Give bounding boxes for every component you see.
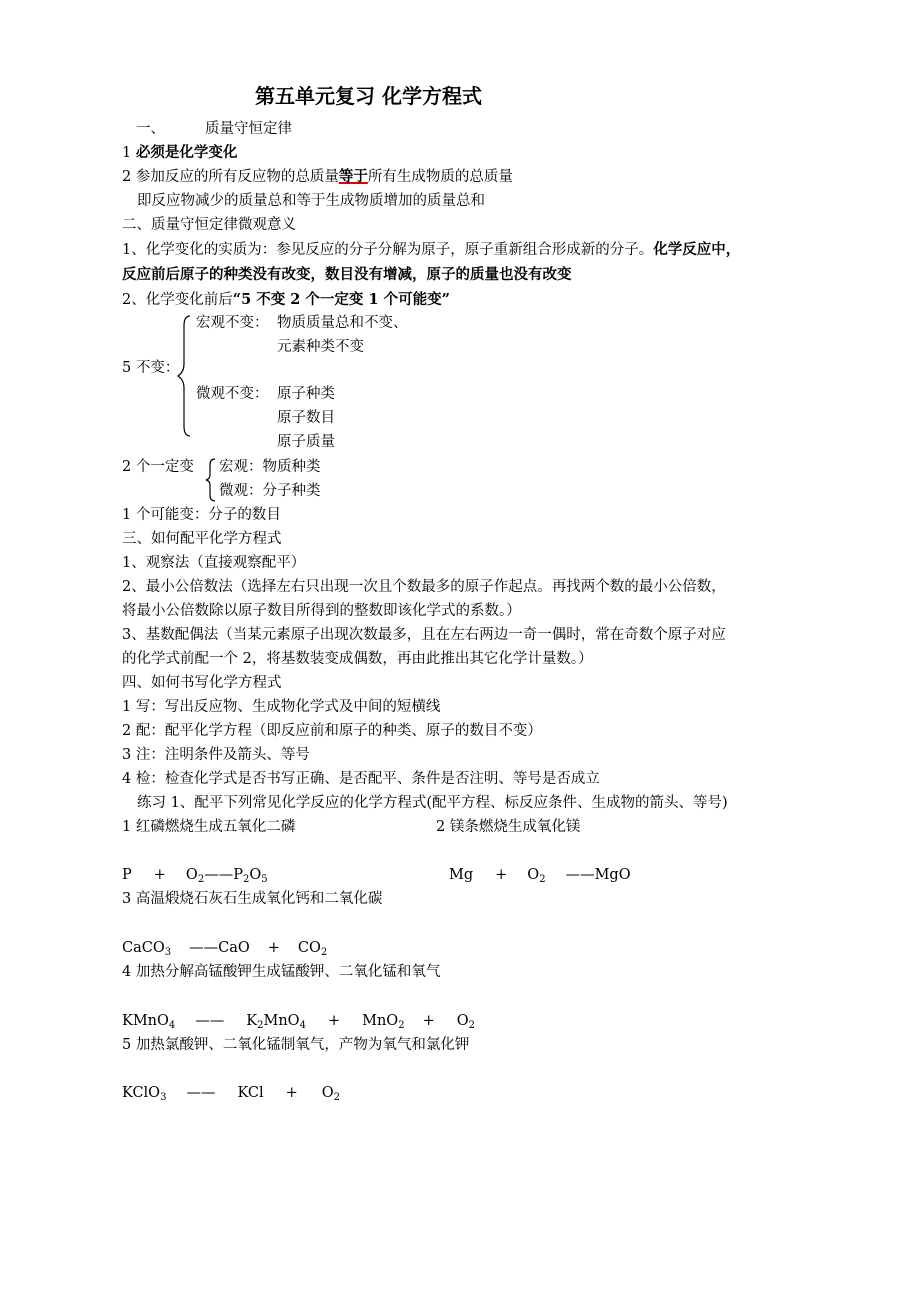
s1-line3: 即反应物减少的质量总和等于生成物质增加的质量总和 — [137, 193, 485, 209]
equation-2: $Mg + O_2$ ——MgO — [449, 867, 631, 885]
exercise-heading: 练习 1、配平下列常见化学反应的化学方程式(配平方程、标反应条件、生成物的箭头、等号) — [137, 795, 728, 811]
section2-heading: 二、质量守恒定律微观意义 — [122, 217, 296, 233]
one-may-change: 1 个可能变：分子的数目 — [122, 507, 281, 523]
s4-line3: 3 注：注明条件及箭头、等号 — [122, 747, 310, 763]
micro-unchanged-label: 微观不变： — [196, 386, 269, 402]
s3-line3a: 3、基数配偶法（当某元素原子出现次数最多，且在左右两边一奇一偶时，常在奇数个原子对应 — [122, 627, 726, 643]
s2-line1: 1、化学变化的实质为：参见反应的分子分解为原子，原子重新组合形成新的分子。化学反应中， — [122, 241, 741, 258]
two-must-change-brace — [203, 458, 217, 502]
s4-line2: 2 配：配平化学方程（即反应前和原子的种类、原子的数目不变） — [122, 723, 542, 739]
micro-unchanged-3: 原子质量 — [277, 434, 335, 450]
two-must-change-micro: 微观：分子种类 — [219, 483, 321, 499]
s3-line3b: 的化学式前配一个 2，将基数装变成偶数，再由此推出其它化学计量数。） — [122, 651, 593, 667]
equation-3: CaCO$_3$ ——CaO + $CO_2$ — [122, 940, 328, 958]
five-unchanged-label: 5 不变： — [122, 360, 180, 376]
s3-line1: 1、观察法（直接观察配平） — [122, 555, 306, 571]
section1-number: 一、 — [136, 121, 165, 137]
s4-line1: 1 写：写出反应物、生成物化学式及中间的短横线 — [122, 699, 441, 715]
micro-unchanged-1: 原子种类 — [277, 386, 335, 402]
s3-line2b: 将最小公倍数除以原子数目所得到的整数即该化学式的系数。） — [122, 603, 521, 619]
s2-line3: 2、化学变化前后“5 不变 2 个一定变 1 个可能变” — [122, 291, 450, 308]
section3-heading: 三、如何配平化学方程式 — [122, 531, 282, 547]
question-5: 5 加热氯酸钾、二氧化锰制氧气，产物为氧气和氯化钾 — [122, 1037, 470, 1053]
section4-heading: 四、如何书写化学方程式 — [122, 675, 282, 691]
equation-1: $P + O_2——P_2O_5$ — [122, 867, 268, 885]
question-2: 2 镁条燃烧生成氧化镁 — [436, 819, 581, 835]
two-must-change-label: 2 个一定变 — [122, 459, 194, 475]
two-must-change-macro: 宏观：物质种类 — [219, 459, 321, 475]
macro-unchanged-2: 元素种类不变 — [277, 339, 364, 355]
equation-4: KMnO$_4$ —— $K_2MnO_4 + MnO_2 + O_2$ — [122, 1013, 475, 1031]
question-1: 1 红磷燃烧生成五氧化二磷 — [122, 819, 296, 835]
micro-unchanged-2: 原子数目 — [277, 410, 335, 426]
s1-line1: 1 必须是化学变化 — [122, 144, 238, 161]
section1-title: 质量守恒定律 — [205, 121, 292, 137]
page-title: 第五单元复习 化学方程式 — [255, 84, 482, 108]
question-4: 4 加热分解高锰酸钾生成锰酸钾、二氧化锰和氧气 — [122, 964, 441, 980]
equation-5: KClO$_3$ —— KCl + $O_2$ — [122, 1085, 341, 1103]
macro-unchanged-1: 物质质量总和不变、 — [277, 315, 408, 331]
macro-unchanged-label: 宏观不变： — [196, 315, 269, 331]
question-3: 3 高温煅烧石灰石生成氧化钙和二氧化碳 — [122, 891, 383, 907]
section1-heading — [122, 119, 292, 139]
s3-line2a: 2、最小公倍数法（选择左右只出现一次且个数最多的原子作起点。再找两个数的最小公倍数， — [122, 579, 726, 595]
s2-line2: 反应前后原子的种类没有改变，数目没有增减，原子的质量也没有改变 — [122, 266, 572, 283]
s4-line4: 4 检：检查化学式是否书写正确、是否配平、条件是否注明、等号是否成立 — [122, 771, 600, 787]
s1-line2: 2 参加反应的所有反应物的总质量等于所有生成物质的总质量 — [122, 168, 513, 185]
